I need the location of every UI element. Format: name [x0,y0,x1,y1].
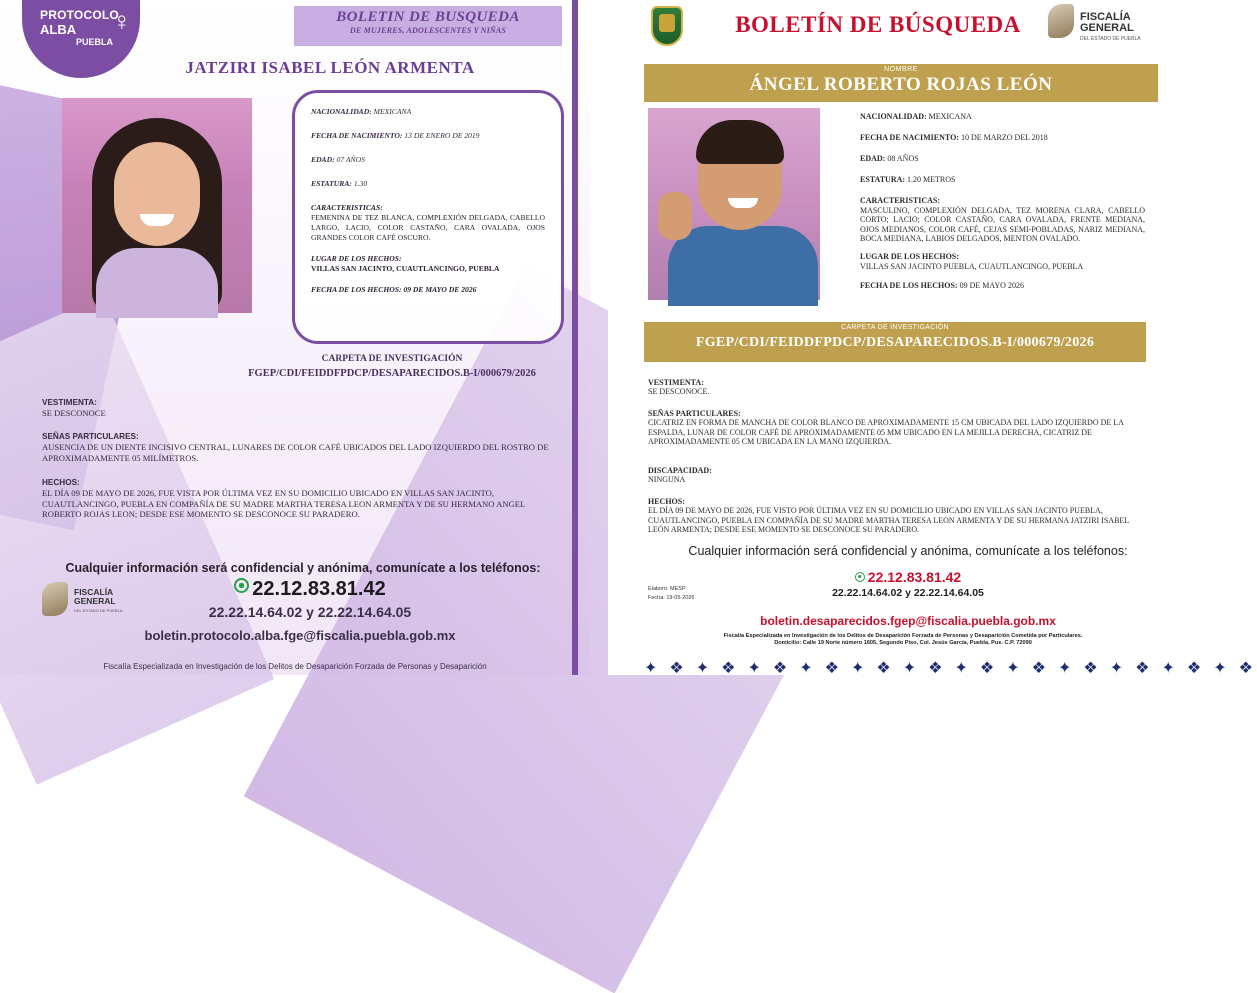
facts-section: HECHOS: EL DÍA 09 DE MAYO DE 2026, FUE VISTO POR ÚLTIMA VEZ EN SU DOMICILIO UBICADO EN VILLAS SAN JACINTO PUEBLA, CUAUTLANCINGO, PUEBLA EN COMPAÑÍA DE SU MADRE MARTHA TERESA LEON ARMENTA Y DE SU HERMANA JATZIRI ISABEL LEÓN ARMENTA; DESDE ESE MOMENTO SE DESCONOCE SU PARADERO. [648,497,1129,535]
decorative-pattern: ✦ ❖ ✦ ❖ ✦ ❖ ✦ ❖ ✦ ❖ ✦ ❖ ✦ ❖ ✦ ❖ ✦ ❖ ✦ ❖ ✦ ❖ ✦ ❖ [644,660,1257,677]
logo-line1: PROTOCOLO [40,8,119,22]
logo-line3: PUEBLA [76,37,114,47]
secondary-phones: 22.22.14.64.02 y 22.22.14.64.05 [832,587,984,599]
footer-text: Fiscalía Especializada en Investigación de los Delitos de Desaparición Forzada de Personas y Desaparición Cometida por Particulares. Domicilio: Calle 19 Norte número 1605, Segundo Piso, Col. Jesús García, Puebla, Pue. C.P. 72090 [723,633,1083,646]
place-block: LUGAR DE LOS HECHOS: VILLAS SAN JACINTO PUEBLA, CUAUTLANCINGO, PUEBLA [860,251,1084,271]
place-block: LUGAR DE LOS HECHOS: VILLAS SAN JACINTO, CUAUTLANCINGO, PUEBLA [311,254,500,273]
whatsapp-icon [855,572,865,582]
birthdate-row: FECHA DE NACIMIENTO: 10 DE MARZO DEL 2018 [860,133,1048,142]
event-date-block: FECHA DE LOS HECHOS: 09 DE MAYO DE 2026 [311,285,477,294]
missing-person-photo [648,108,820,300]
main-phone: 22.12.83.81.42 [160,578,460,601]
whatsapp-icon [234,578,249,593]
bulletin-title: BOLETIN DE BUSQUEDA [336,9,520,25]
bulletin-subtitle: DE MUJERES, ADOLESCENTES Y NIÑAS [349,26,507,35]
facts-section: HECHOS: EL DÍA 09 DE MAYO DE 2026, FUE VISTA POR ÚLTIMA VEZ EN SU DOMICILIO UBICADO EN VILLAS SAN JACINTO, CUAUTLANCINGO, PUEBLA EN COMPAÑÍA DE SU MADRE MARTHA TERESA LEON ARMENTA Y DE SU HERMANO ANGEL ROBERTO ROJAS LEON; DESDE ESE MOMENTO SE DESCONOCE SU PARADERO. [42,478,525,520]
main-phone: 22.12.83.81.42 [788,569,1028,585]
secondary-phones: 22.22.14.64.02 y 22.22.14.64.05 [208,604,412,620]
fiscalia-logo: FISCALÍA GENERAL DEL ESTADO DE PUEBLA [42,582,152,622]
clothing-section: VESTIMENTA: SE DESCONOCE. [648,378,710,397]
nationality-row: NACIONALIDAD: MEXICANA [311,107,412,116]
birthdate-row: FECHA DE NACIMIENTO: 13 DE ENERO DE 2019 [311,131,480,140]
venus-icon: ♀ [112,6,132,36]
bulletin-title: BOLETÍN DE BÚSQUEDA [735,12,1021,37]
height-row: ESTATURA: 1.20 METROS [860,175,956,184]
disability-section: DISCAPACIDAD: NINGUNA [648,466,712,485]
left-poster [0,0,590,675]
contact-message: Cualquier información será confidencial y anónima, comunícate a los teléfonos: [65,561,541,575]
clothing-section: VESTIMENTA: SE DESCONOCE [42,398,106,419]
contact-email: boletin.desaparecidos.fgep@fiscalia.puebla.gob.mx [760,614,1056,628]
eagle-icon [1048,4,1074,38]
age-row: EDAD: 08 AÑOS [860,154,919,163]
state-shield-icon [651,6,683,46]
logo-line2: ALBA [40,22,77,37]
marks-section: SEÑAS PARTICULARES: CICATRIZ EN FORMA DE MANCHA DE COLOR BLANCO DE APROXIMADAMENTE 15 CM UBICADA DEL LADO IZQUIERDO DE LA ESPALDA, LUNAR DE COLOR CAFÉ DE APROXIMADAMENTE 05 MM UBICADO EN LA MEJILLA DERECHA, CICATRIZ DE APROXIMADAMENTE 05 CM UBICADA EN LA MANO IZQUIERDA. [648,409,1124,447]
investigation-folder: CARPETA DE INVESTIGACIÓN FGEP/CDI/FEIDDFPDCP/DESAPARECIDOS.B-I/000679/2026 [644,322,1146,362]
elaboration-info: Elaboro: MESP Fecha: 19-05-2026 [648,586,695,601]
marks-section: SEÑAS PARTICULARES: AUSENCIA DE UN DIENTE INCISIVO CENTRAL, LUNARES DE COLOR CAFÉ UBICADOS DEL LADO IZQUIERDO DEL ROSTRO DE APROXIMADAMENTE 05 MILÍMETROS. [42,432,549,463]
fiscalia-logo: FISCALÍA GENERAL DEL ESTADO DE PUEBLA [1048,4,1178,48]
characteristics-block: CARACTERISTICAS: FEMENINA DE TEZ BLANCA, COMPLEXIÓN DELGADA, CABELLO LARGO, LACIO, COLOR CASTAÑO, CARA OVALADA, OJOS GRANDES COLOR CAFÉ OSCURO. [311,203,545,242]
characteristics-block: CARACTERISTICAS: MASCULINO, COMPLEXIÓN DELGADA, TEZ MORENA CLARA, CABELLO CORTO; LACIO; COLOR CASTAÑO, CARA OVALADA, FRENTE MEDIANA, OJOS MEDIANOS, COLOR CAFÉ, CEJAS SEMI-POBLADAS, NARIZ MEDIANA, BOCA MEDIANA, LABIOS DELGADOS, MENTON OVALADO. [860,196,1145,244]
height-row: ESTATURA: 1.30 [311,179,368,188]
event-date-block: FECHA DE LOS HECHOS: 09 DE MAYO 2026 [860,281,1024,291]
name-bar: NOMBRE ÁNGEL ROBERTO ROJAS LEÓN [644,64,1158,102]
nationality-row: NACIONALIDAD: MEXICANA [860,112,972,121]
info-box [292,90,564,344]
age-row: EDAD: 07 AÑOS [311,155,365,164]
contact-message: Cualquier información será confidencial y anónima, comunícate a los teléfonos: [688,544,1128,558]
footer-text: Fiscalía Especializada en Investigación de los Delitos de Desaparición Forzada de Personas y Desaparición [103,662,487,671]
info-panel [860,112,1145,299]
missing-person-name: ÁNGEL ROBERTO ROJAS LEÓN [749,74,1053,95]
contact-email: boletin.protocolo.alba.fge@fiscalia.puebla.gob.mx [144,628,456,643]
bulletin-header [294,6,562,46]
missing-person-photo [62,98,252,313]
missing-person-name: JATZIRI ISABEL LEÓN ARMENTA [185,58,475,77]
divider-line [572,0,578,675]
right-poster [608,0,1257,677]
eagle-icon [42,582,68,616]
protocolo-alba-logo [22,0,140,78]
investigation-folder: CARPETA DE INVESTIGACIÓN FGEP/CDI/FEIDDFPDCP/DESAPARECIDOS.B-I/000679/2026 [248,354,536,379]
